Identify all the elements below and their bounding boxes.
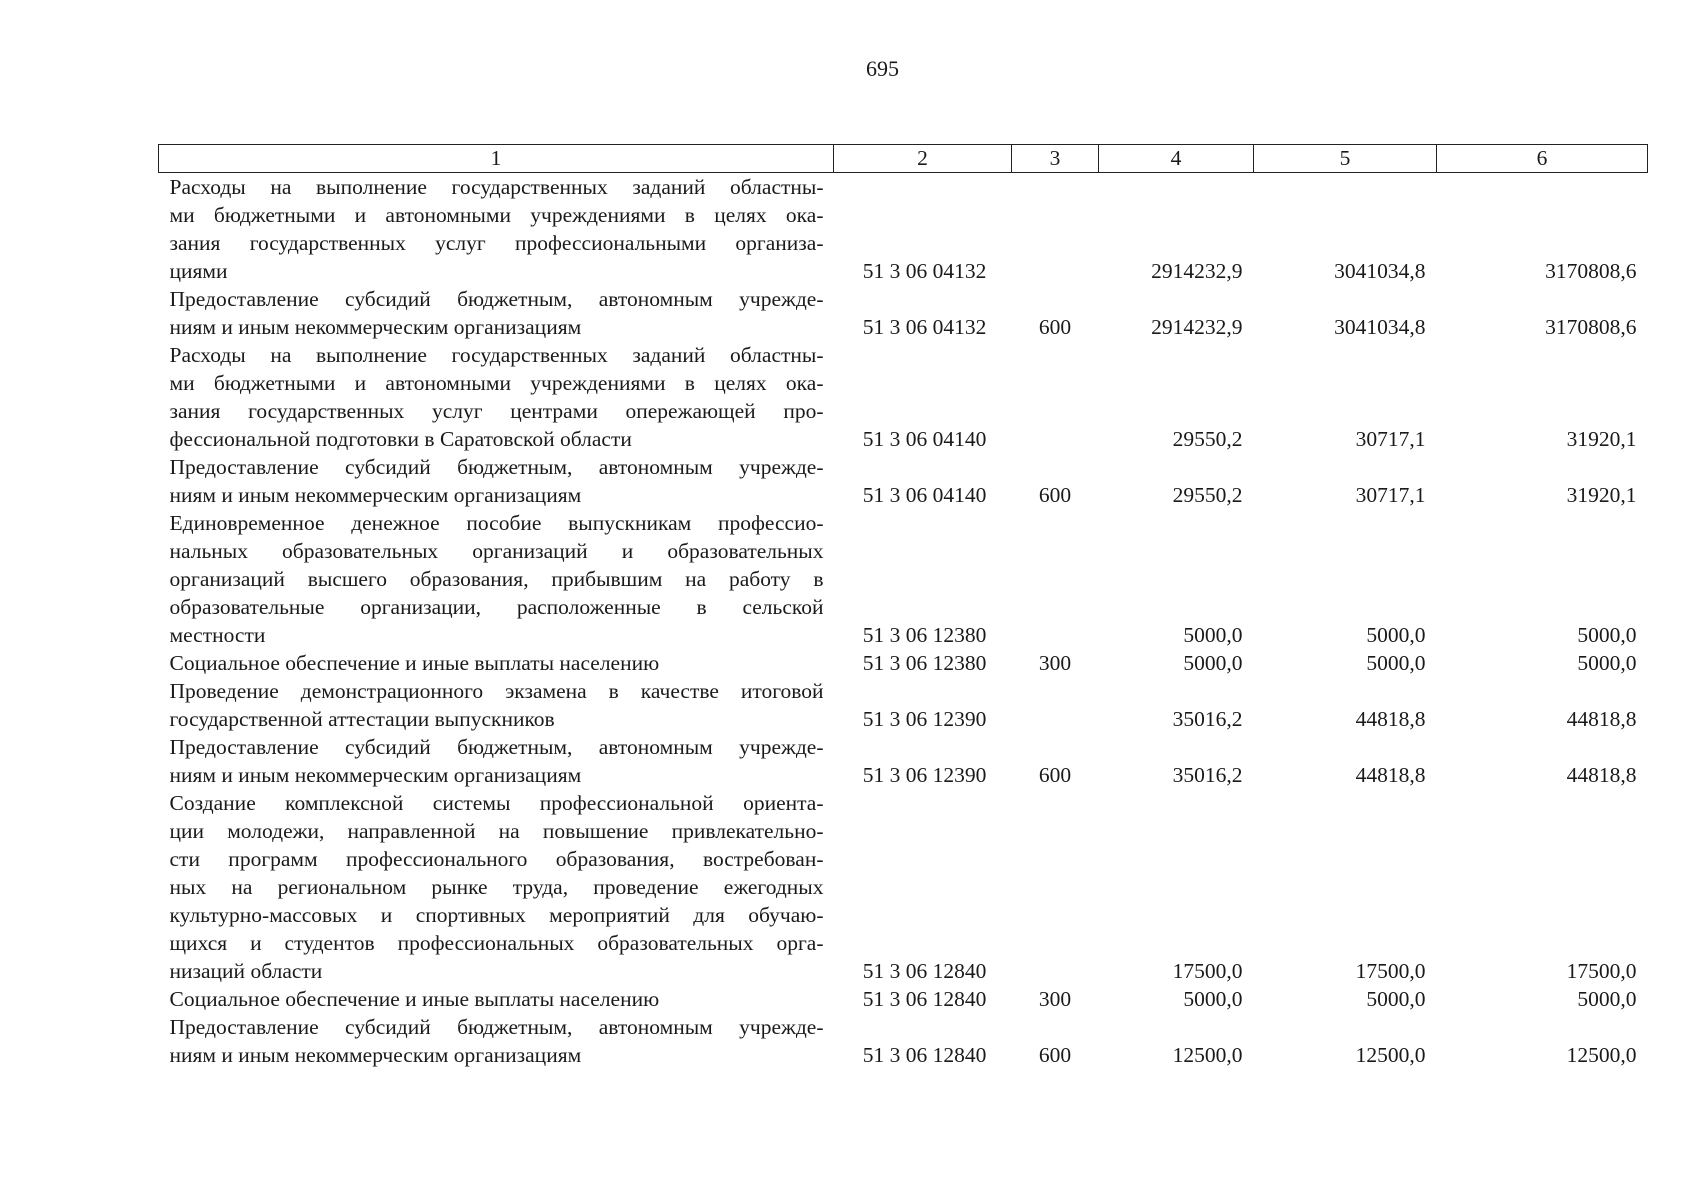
description-line: ных на региональном рынке труда, проведение ежегодных (169, 875, 824, 899)
row-description (159, 733, 834, 789)
amount-year-2: 5000,0 (1366, 987, 1426, 1011)
target-code: 51 3 06 12840 (862, 959, 987, 983)
header-row (159, 145, 1648, 173)
table-row (159, 789, 1648, 985)
description-line: Единовременное денежное пособие выпускникам профессио- (169, 511, 824, 535)
description-line: ми бюджетными и автономными учреждениями в целях ока- (169, 371, 824, 395)
table-row (159, 649, 1648, 677)
amount-year-3: 5000,0 (1577, 623, 1637, 647)
amount-year-2: 30717,1 (1355, 483, 1426, 507)
target-code: 51 3 06 12390 (862, 763, 987, 787)
table-row (159, 509, 1648, 649)
table-row (159, 733, 1648, 789)
amount-year-3: 12500,0 (1566, 1043, 1637, 1067)
table-header (159, 145, 1648, 173)
amount-year-1: 29550,2 (1172, 483, 1243, 507)
amount-year-1: 5000,0 (1183, 987, 1243, 1011)
header-col-5: 5 (1254, 145, 1437, 173)
row-description (159, 509, 834, 649)
description-line: зания государственных услуг профессиональными организа- (169, 231, 824, 255)
table-row (159, 985, 1648, 1013)
expense-type: 600 (1038, 483, 1072, 507)
expense-type (1012, 173, 1099, 286)
description-line: Расходы на выполнение государственных заданий областны- (169, 175, 824, 199)
target-code: 51 3 06 12380 (862, 623, 987, 647)
table-row (159, 285, 1648, 341)
amount-year-3: 3170808,6 (1545, 259, 1637, 283)
amount-year-1: 2914232,9 (1151, 315, 1243, 339)
amount-year-3: 5000,0 (1577, 651, 1637, 675)
description-line: циями (169, 259, 228, 283)
description-line: сти программ профессионального образования, востребован- (169, 847, 824, 871)
description-line: зания государственных услуг центрами опережающей про- (169, 399, 824, 423)
description-line: Социальное обеспечение и иные выплаты населению (169, 651, 660, 675)
row-description (159, 789, 834, 985)
row-description (159, 453, 834, 509)
target-code: 51 3 06 12840 (862, 987, 987, 1011)
description-line: Проведение демонстрационного экзамена в качестве итоговой (169, 679, 824, 703)
budget-table (158, 144, 1648, 1069)
amount-year-1: 2914232,9 (1151, 259, 1243, 283)
amount-year-2: 5000,0 (1366, 651, 1426, 675)
row-description (159, 285, 834, 341)
target-code: 51 3 06 04132 (862, 315, 987, 339)
target-code: 51 3 06 12840 (862, 1043, 987, 1067)
description-line: щихся и студентов профессиональных образовательных орга- (169, 931, 824, 955)
header-col-4: 4 (1099, 145, 1254, 173)
description-line: низаций области (169, 959, 323, 983)
description-line: ниям и иным некоммерческим организациям (169, 483, 582, 507)
description-line: государственной аттестации выпускников (169, 707, 555, 731)
amount-year-2: 3041034,8 (1334, 315, 1426, 339)
amount-year-2: 44818,8 (1355, 707, 1426, 731)
row-description (159, 173, 834, 286)
description-line: организаций высшего образования, прибывшим на работу в (169, 567, 824, 591)
amount-year-2: 3041034,8 (1334, 259, 1426, 283)
header-col-2: 2 (834, 145, 1012, 173)
description-line: ниям и иным некоммерческим организациям (169, 1043, 582, 1067)
amount-year-3: 3170808,6 (1545, 315, 1637, 339)
expense-type (1012, 509, 1099, 649)
header-col-1: 1 (159, 145, 834, 173)
amount-year-2: 5000,0 (1366, 623, 1426, 647)
description-line: культурно-массовых и спортивных мероприятий для обучаю- (169, 903, 824, 927)
description-line: Социальное обеспечение и иные выплаты населению (169, 987, 660, 1011)
expense-type (1012, 789, 1099, 985)
expense-type: 300 (1038, 651, 1072, 675)
description-line: ниям и иным некоммерческим организациям (169, 315, 582, 339)
amount-year-1: 29550,2 (1172, 427, 1243, 451)
description-line: образовательные организации, расположенные в сельской (169, 595, 824, 619)
page-number-text: 695 (866, 56, 899, 81)
expense-type: 600 (1038, 763, 1072, 787)
header-col-6: 6 (1437, 145, 1648, 173)
row-description (159, 341, 834, 453)
amount-year-3: 17500,0 (1566, 959, 1637, 983)
expense-type (1012, 341, 1099, 453)
amount-year-3: 31920,1 (1566, 427, 1637, 451)
description-line: Предоставление субсидий бюджетным, автономным учрежде- (169, 287, 824, 311)
description-line: ми бюджетными и автономными учреждениями в целях ока- (169, 203, 824, 227)
description-line: нальных образовательных организаций и образовательных (169, 539, 824, 563)
description-line: Создание комплексной системы профессиональной ориента- (169, 791, 824, 815)
amount-year-1: 5000,0 (1183, 623, 1243, 647)
description-line: местности (169, 623, 266, 647)
amount-year-2: 17500,0 (1355, 959, 1426, 983)
table-row (159, 677, 1648, 733)
header-col-3: 3 (1012, 145, 1099, 173)
target-code: 51 3 06 04140 (862, 427, 987, 451)
amount-year-1: 5000,0 (1183, 651, 1243, 675)
row-description (159, 677, 834, 733)
target-code: 51 3 06 12390 (862, 707, 987, 731)
description-line: ниям и иным некоммерческим организациям (169, 763, 582, 787)
description-line: Расходы на выполнение государственных заданий областны- (169, 343, 824, 367)
amount-year-1: 12500,0 (1172, 1043, 1243, 1067)
amount-year-3: 44818,8 (1566, 707, 1637, 731)
amount-year-2: 12500,0 (1355, 1043, 1426, 1067)
row-description (159, 985, 834, 1013)
amount-year-3: 5000,0 (1577, 987, 1637, 1011)
amount-year-3: 31920,1 (1566, 483, 1637, 507)
table-row (159, 1013, 1648, 1069)
description-line: Предоставление субсидий бюджетным, автономным учрежде- (169, 455, 824, 479)
table-row (159, 453, 1648, 509)
description-line: Предоставление субсидий бюджетным, автономным учрежде- (169, 735, 824, 759)
page-number (0, 56, 1697, 82)
table-row (159, 173, 1648, 286)
amount-year-2: 30717,1 (1355, 427, 1426, 451)
description-line: фессиональной подготовки в Саратовской области (169, 427, 632, 451)
target-code: 51 3 06 04140 (862, 483, 987, 507)
expense-type: 600 (1038, 1043, 1072, 1067)
amount-year-1: 35016,2 (1172, 707, 1243, 731)
amount-year-1: 17500,0 (1172, 959, 1243, 983)
row-description (159, 1013, 834, 1069)
expense-type: 300 (1038, 987, 1072, 1011)
description-line: Предоставление субсидий бюджетным, автономным учрежде- (169, 1015, 824, 1039)
expense-type (1012, 677, 1099, 733)
amount-year-2: 44818,8 (1355, 763, 1426, 787)
row-description (159, 649, 834, 677)
table-body (159, 173, 1648, 1070)
expense-type: 600 (1038, 315, 1072, 339)
target-code: 51 3 06 04132 (862, 259, 987, 283)
table-row (159, 341, 1648, 453)
amount-year-3: 44818,8 (1566, 763, 1637, 787)
amount-year-1: 35016,2 (1172, 763, 1243, 787)
target-code: 51 3 06 12380 (862, 651, 987, 675)
description-line: ции молодежи, направленной на повышение привлекательно- (169, 819, 824, 843)
